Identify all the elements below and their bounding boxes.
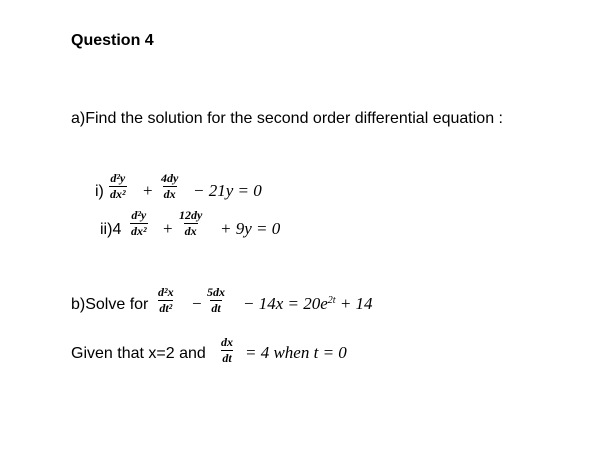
fraction-numerator: dx — [221, 335, 233, 349]
part-b-prompt: b)Solve for — [71, 296, 149, 313]
part-b-rest-lhs: − 14x = 20e — [243, 294, 328, 313]
fraction-denominator: dx — [184, 224, 197, 238]
part-b-fraction-2 — [206, 286, 226, 315]
question-heading: Question 4 — [71, 32, 154, 49]
fraction-numerator: d²y — [110, 171, 126, 185]
equation-i-fraction-2 — [160, 172, 179, 201]
equation-ii-fraction-1 — [130, 209, 148, 238]
given-fraction — [220, 336, 234, 365]
equation-i-rest: − 21y = 0 — [193, 181, 262, 200]
given-rest: = 4 when t = 0 — [245, 343, 347, 362]
fraction-denominator: dt — [222, 351, 232, 365]
equation-i-label: i) — [95, 183, 104, 200]
fraction-denominator: dt² — [159, 301, 173, 315]
fraction-denominator: dt — [211, 301, 221, 315]
fraction-denominator: dx² — [110, 187, 126, 201]
part-b-fraction-1 — [157, 286, 175, 315]
part-b-exponent: 2t — [327, 295, 336, 306]
part-b-operator: − — [192, 294, 202, 313]
equation-i-fraction-1 — [109, 172, 127, 201]
fraction-numerator: 12dy — [179, 208, 203, 222]
fraction-denominator: dx — [163, 187, 176, 201]
fraction-numerator: d²x — [158, 285, 174, 299]
fraction-numerator: 5dx — [207, 285, 225, 299]
fraction-numerator: 4dy — [161, 171, 179, 185]
equation-ii-fraction-2 — [178, 209, 203, 238]
part-a-prompt: a)Find the solution for the second order differential equation : — [71, 110, 503, 127]
equation-i-operator: + — [143, 181, 153, 200]
part-b-rest — [243, 294, 373, 314]
equation-ii-rest: + 9y = 0 — [220, 219, 281, 238]
part-b-rest-rhs: + 14 — [339, 294, 373, 313]
given-prefix: Given that x=2 and — [71, 345, 206, 362]
equation-ii-operator: + — [163, 219, 173, 238]
fraction-numerator: d²y — [131, 208, 147, 222]
fraction-denominator: dx² — [131, 224, 147, 238]
equation-ii-label: ii)4 — [100, 221, 122, 238]
